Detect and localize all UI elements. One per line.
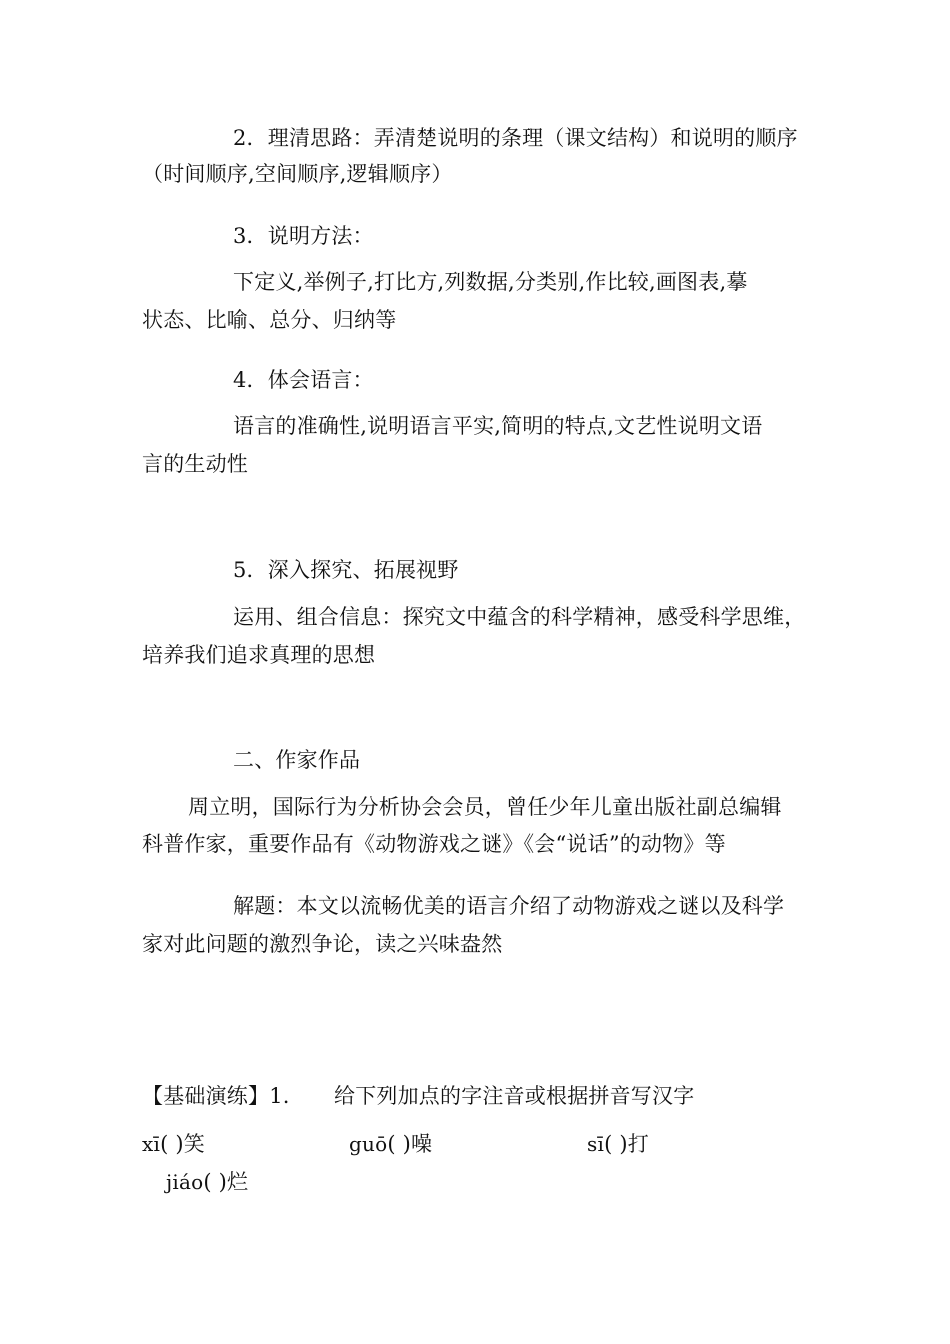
item4-title: 4．体会语言： <box>233 368 374 392</box>
explain-line1: 解题：本文以流畅优美的语言介绍了动物游戏之谜以及科学 <box>233 894 785 918</box>
exercise-label: 【基础演练】1. <box>142 1084 290 1108</box>
exercise-instruction: 给下列加点的字注音或根据拼音写汉字 <box>334 1084 695 1108</box>
item3-line1: 下定义,举例子,打比方,列数据,分类别,作比较,画图表,摹 <box>233 270 748 294</box>
item-pinyin: guō <box>349 1132 388 1156</box>
item-char: 噪 <box>411 1132 433 1156</box>
item2-line1: 2．理清思路：弄清楚说明的条理（课文结构）和说明的顺序 <box>233 126 798 150</box>
item-char: 笑 <box>183 1132 205 1156</box>
author-bio-line2: 科普作家，重要作品有《动物游戏之谜》《会“说话”的动物》等 <box>142 832 726 856</box>
item-pinyin: sī <box>587 1132 605 1156</box>
answer-blank[interactable]: ( ) <box>387 1132 411 1156</box>
item-pinyin: xī <box>142 1132 161 1156</box>
item3-title: 3．说明方法： <box>233 224 374 248</box>
item4-line1: 语言的准确性,说明语言平实,简明的特点,文艺性说明文语 <box>233 414 763 438</box>
item5-line2: 培养我们追求真理的思想 <box>142 643 376 667</box>
author-heading: 二、作家作品 <box>233 748 361 772</box>
exercise-item-2 <box>349 1132 432 1156</box>
author-bio-line1: 周立明，国际行为分析协会会员，曾任少年儿童出版社副总编辑 <box>188 795 782 819</box>
item-char: 烂 <box>227 1170 249 1194</box>
answer-blank[interactable]: ( ) <box>604 1132 628 1156</box>
item5-line1: 运用、组合信息：探究文中蕴含的科学精神，感受科学思维， <box>233 605 806 629</box>
answer-blank[interactable]: ( ) <box>203 1170 228 1194</box>
item2-line2: （时间顺序,空间顺序,逻辑顺序） <box>142 162 453 186</box>
exercise-item-3 <box>587 1132 649 1156</box>
answer-blank[interactable]: ( ) <box>160 1132 184 1156</box>
item4-line2: 言的生动性 <box>142 452 248 476</box>
item-pinyin: jiáo <box>166 1170 204 1194</box>
exercise-item-1 <box>142 1132 205 1156</box>
exercise-item-4 <box>166 1170 248 1194</box>
explain-line2: 家对此问题的激烈争论，读之兴味盎然 <box>142 932 503 956</box>
item-char: 打 <box>627 1132 649 1156</box>
item5-title: 5．深入探究、拓展视野 <box>233 558 459 582</box>
item3-line2: 状态、比喻、总分、归纳等 <box>142 308 397 332</box>
